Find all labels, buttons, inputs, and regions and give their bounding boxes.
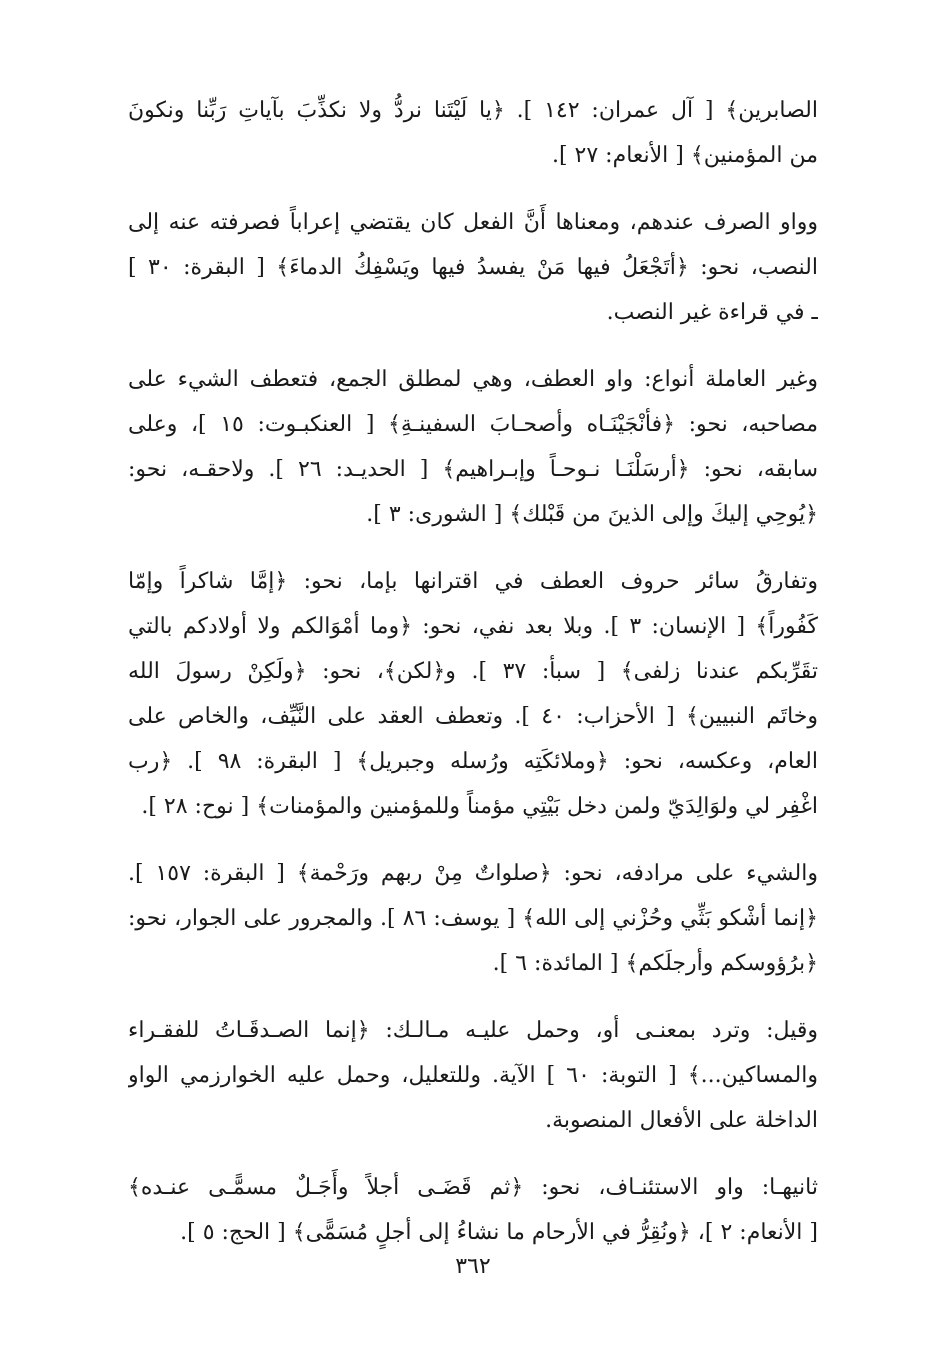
page-number: ٣٦٢ [455, 1254, 491, 1279]
text-line: من المؤمنين﴾ [ الأنعام: ٢٧ ]. [551, 143, 818, 168]
text-line: كَفُوراً﴾ [ الإنسان: ٣ ]. وبلا بعد نفي، نحو: ﴿وما أمْوَالكم ولا أولادكم بالتي [128, 614, 818, 639]
text-line: ﴿يُوحِي إليكَ وإلى الذينَ من قَبْلك﴾ [ الشورى: ٣ ]. [366, 502, 818, 527]
paragraph-2 [128, 200, 818, 335]
text-line: العام، وعكسه، نحو: ﴿وملائكَتِه ورُسله وجبريل﴾ [ البقرة: ٩٨ ]. ﴿رب [128, 749, 818, 774]
paragraph-4 [128, 559, 818, 829]
text-line: الداخلة على الأفعال المنصوبة. [545, 1108, 818, 1133]
paragraph-5 [128, 851, 818, 986]
text-line: والمساكين...﴾ [ التوبة: ٦٠ ] الآية. وللتعليل، وحمل عليه الخوارزمي الواو [128, 1063, 818, 1088]
text-line: تقَرِّبكم عندنا زلفى﴾ [ سبأ: ٣٧ ]. و﴿لكن﴾، نحو: ﴿ولَكِنْ رسولَ الله [128, 659, 818, 684]
text-line: ﴿برُؤوسكم وأرجلَكم﴾ [ المائدة: ٦ ]. [492, 951, 818, 976]
text-line: مصاحبه، نحو: ﴿فأنْجَيْنَـاه وأصحـابَ السفينـةِ﴾ [ العنكبـوت: ١٥ ]، وعلى [128, 412, 818, 437]
text-line: وقيل: وترد بمعنـى أو، وحمل عليـه مـالـك: ﴿إنما الصـدقَـاتُ للفقـراء [128, 1018, 818, 1043]
text-line: وواو الصرف عندهم، ومعناها أَنَّ الفعل كان يقتضي إعراباً فصرفته عنه إلى [128, 210, 818, 235]
text-line: الصابرين﴾ [ آل عمران: ١٤٢ ]. ﴿يا لَيْتَنا نردُّ ولا نكذِّبَ بآياتِ رَبِّنا ونكونَ [128, 98, 818, 123]
text-line: ـ في قراءة غير النصب. [606, 300, 818, 325]
text-line: ﴿إنما أشْكو بَثِّي وحُزْني إلى الله﴾ [ يوسف: ٨٦ ]. والمجرور على الجوار، نحو: [128, 906, 818, 931]
text-line: وغير العاملة أنواع: واو العطف، وهي لمطلق الجمع، فتعطف الشيء على [128, 367, 818, 392]
text-line: النصب، نحو: ﴿أتَجْعَلُ فيها مَنْ يفسدُ فيها ويَسْفِكُ الدماءَ﴾ [ البقرة: ٣٠ ] [128, 255, 818, 280]
text-line: [ الأنعام: ٢ ]، ﴿ونُقِرُّ في الأرحام ما نشاءُ إلى أجلٍ مُسَمًّى﴾ [ الحج: ٥ ]. [180, 1220, 818, 1245]
paragraph-1 [128, 88, 818, 178]
paragraph-3 [128, 357, 818, 537]
text-line: وخاتَم النبيين﴾ [ الأحزاب: ٤٠ ]. وتعطف العقد على النَّيِّف، والخاص على [128, 704, 818, 729]
text-line: اغْفِر لي ولوَالِدَيّ ولمن دخل بَيْتِي مؤمناً وللمؤمنين والمؤمنات﴾ [ نوح: ٢٨ ]. [141, 794, 818, 819]
text-line: ثانيهـا: واو الاستئنـاف، نحو: ﴿ثم قَضَـى أجلاً وأَجَـلٌ مسمًّـى عنـده﴾ [128, 1175, 818, 1200]
text-line: وتفارقُ سائر حروف العطف في اقترانها بإما، نحو: ﴿إمَّا شاكراً وإمّا [128, 569, 818, 594]
text-line: سابقه، نحو: ﴿أرسَلْنَـا نـوحـاً وإبـراهيم﴾ [ الحديـد: ٢٦ ]. ولاحقـه، نحو: [128, 457, 818, 482]
paragraph-6 [128, 1008, 818, 1143]
text-line: والشيء على مرادفه، نحو: ﴿صلواتٌ مِنْ ربهم ورَحْمة﴾ [ البقرة: ١٥٧ ]. [128, 861, 818, 886]
paragraph-7 [128, 1165, 818, 1255]
